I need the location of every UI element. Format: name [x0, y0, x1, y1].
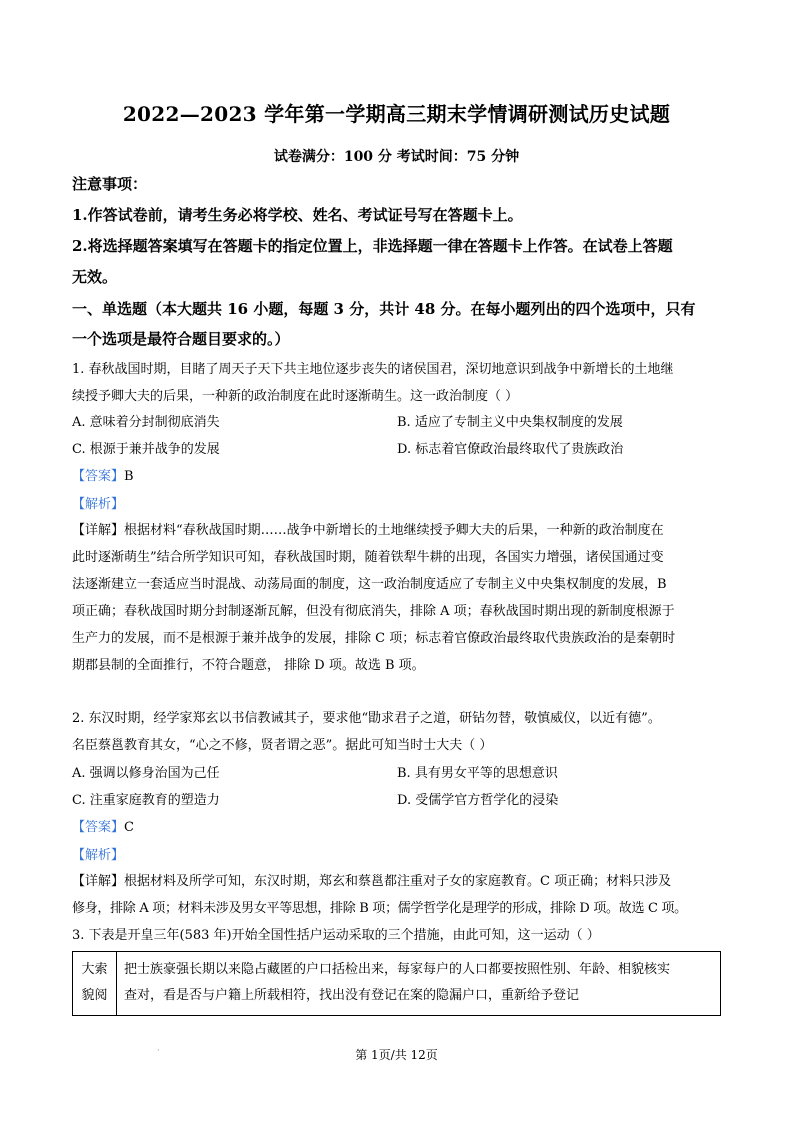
q1-detail-line: 项正确；春秋战国时期分封制逐渐瓦解，但没有彻底消失，排除 A 项；春秋战国时期出现的新制度根源于 — [72, 604, 675, 619]
q2-stem-cont: 名臣蔡邕教育其女，“心之不修，贤者谓之恶”。据此可知当时士大夫（ ） — [72, 738, 493, 753]
notice-item-1: 1.作答试卷前，请考生务必将学校、姓名、考试证号写在答题卡上。 — [72, 206, 523, 224]
q2-option-b: B. 具有男女平等的思想意识 — [397, 766, 558, 781]
q3-table-body-cell — [117, 952, 720, 1015]
q3-stem: 3. 下表是开皇三年(583 年)开始全国性括户运动采取的三个措施，由此可知，这一运动（ ） — [72, 928, 600, 943]
q1-detail-line: 此时逐渐萌生”结合所学知识可知，春秋战国时期，随着铁犁牛耕的出现，各国实力增强，诸侯国通过变 — [72, 550, 664, 565]
detail-tag: 【详解】 — [72, 874, 125, 889]
page-number: 第 1页/共 12页 — [355, 1048, 438, 1062]
detail-tag: 【详解】 — [72, 523, 125, 538]
q2-detail-line: 修身，排除 A 项；材料未涉及男女平等思想，排除 B 项；儒学哲学化是理学的形成，排除 D 项。故选 C 项。 — [72, 901, 687, 916]
q1-detail-line: 法逐渐建立一套适应当时混战、动荡局面的制度，这一政治制度适应了专制主义中央集权制度的发展，B — [72, 577, 667, 592]
q1-detail-line: 期郡县制的全面推行，不符合题意， 排除 D 项。故选 B 项。 — [72, 658, 425, 673]
q2-answer — [72, 816, 134, 835]
q3-table — [72, 951, 721, 1016]
answer-tag: 【答案】 — [72, 469, 125, 484]
answer-value: B — [124, 469, 134, 484]
q2-analysis-tag: 【解析】 — [72, 848, 125, 863]
q3-table-header-line: 貌阅 — [81, 988, 108, 1003]
notice-heading: 注意事项： — [72, 175, 148, 193]
stray-mark: · — [157, 1046, 160, 1056]
q1-option-d: D. 标志着官僚政治最终取代了贵族政治 — [397, 442, 624, 457]
q1-option-c: C. 根源于兼并战争的发展 — [72, 442, 220, 457]
q3-table-body-line: 把士族豪强长期以来隐占藏匿的户口括检出来，每家每户的人口都要按照性别、年龄、相貌核实 — [124, 962, 671, 977]
answer-value: C — [124, 820, 134, 835]
detail-text: 根据材料“春秋战国时期……战争中新增长的土地继续授予卿大夫的后果，一种新的政治制度在 — [124, 523, 664, 538]
q1-answer — [72, 465, 134, 484]
section-heading: 一、单选题（本大题共 16 小题，每题 3 分，共计 48 分。在每小题列出的四个选项中，只有 — [72, 300, 696, 318]
q2-option-c: C. 注重家庭教育的塑造力 — [72, 793, 220, 808]
q1-option-b: B. 适应了专制主义中央集权制度的发展 — [397, 415, 623, 430]
q1-stem-cont: 续授予卿大夫的后果，一种新的政治制度在此时逐渐萌生。这一政治制度（ ） — [72, 389, 519, 404]
q3-table-header-cell — [73, 952, 117, 1015]
q2-detail — [72, 870, 671, 889]
q3-table-header-line: 大索 — [81, 962, 108, 977]
q3-table-body-line: 查对，看是否与户籍上所载相符，找出没有登记在案的隐漏户口，重新给予登记 — [124, 988, 580, 1003]
section-heading-cont: 一个选项是最符合题目要求的。） — [72, 330, 290, 348]
page-title: 2022—2023 学年第一学期高三期末学情调研测试历史试题 — [122, 102, 671, 126]
q1-option-a: A. 意味着分封制彻底消失 — [72, 415, 220, 430]
exam-info: 试卷满分：100 分 考试时间：75 分钟 — [273, 149, 520, 165]
q1-analysis-tag: 【解析】 — [72, 497, 125, 512]
q2-option-d: D. 受儒学官方哲学化的浸染 — [397, 793, 559, 808]
q2-option-a: A. 强调以修身治国为己任 — [72, 766, 220, 781]
q1-detail — [72, 519, 664, 538]
q2-stem: 2. 东汉时期，经学家郑玄以书信教诫其子，要求他“勖求君子之道，研钻勿替，敬慎威仪，以近有德”。 — [72, 711, 661, 726]
detail-text: 根据材料及所学可知，东汉时期，郑玄和蔡邕都注重对子女的家庭教育。C 项正确；材料只涉及 — [124, 874, 672, 889]
q1-detail-line: 生产力的发展，而不是根源于兼并战争的发展，排除 C 项；标志着官僚政治最终取代贵族政治的是秦朝时 — [72, 631, 676, 646]
notice-item-2-cont: 无效。 — [72, 268, 118, 286]
q1-stem: 1. 春秋战国时期，目睹了周天子天下共主地位逐步丧失的诸侯国君，深切地意识到战争中新增长的土地继 — [72, 362, 674, 377]
notice-item-2: 2.将选择题答案填写在答题卡的指定位置上，非选择题一律在答题卡上作答。在试卷上答题 — [72, 237, 673, 255]
answer-tag: 【答案】 — [72, 820, 125, 835]
